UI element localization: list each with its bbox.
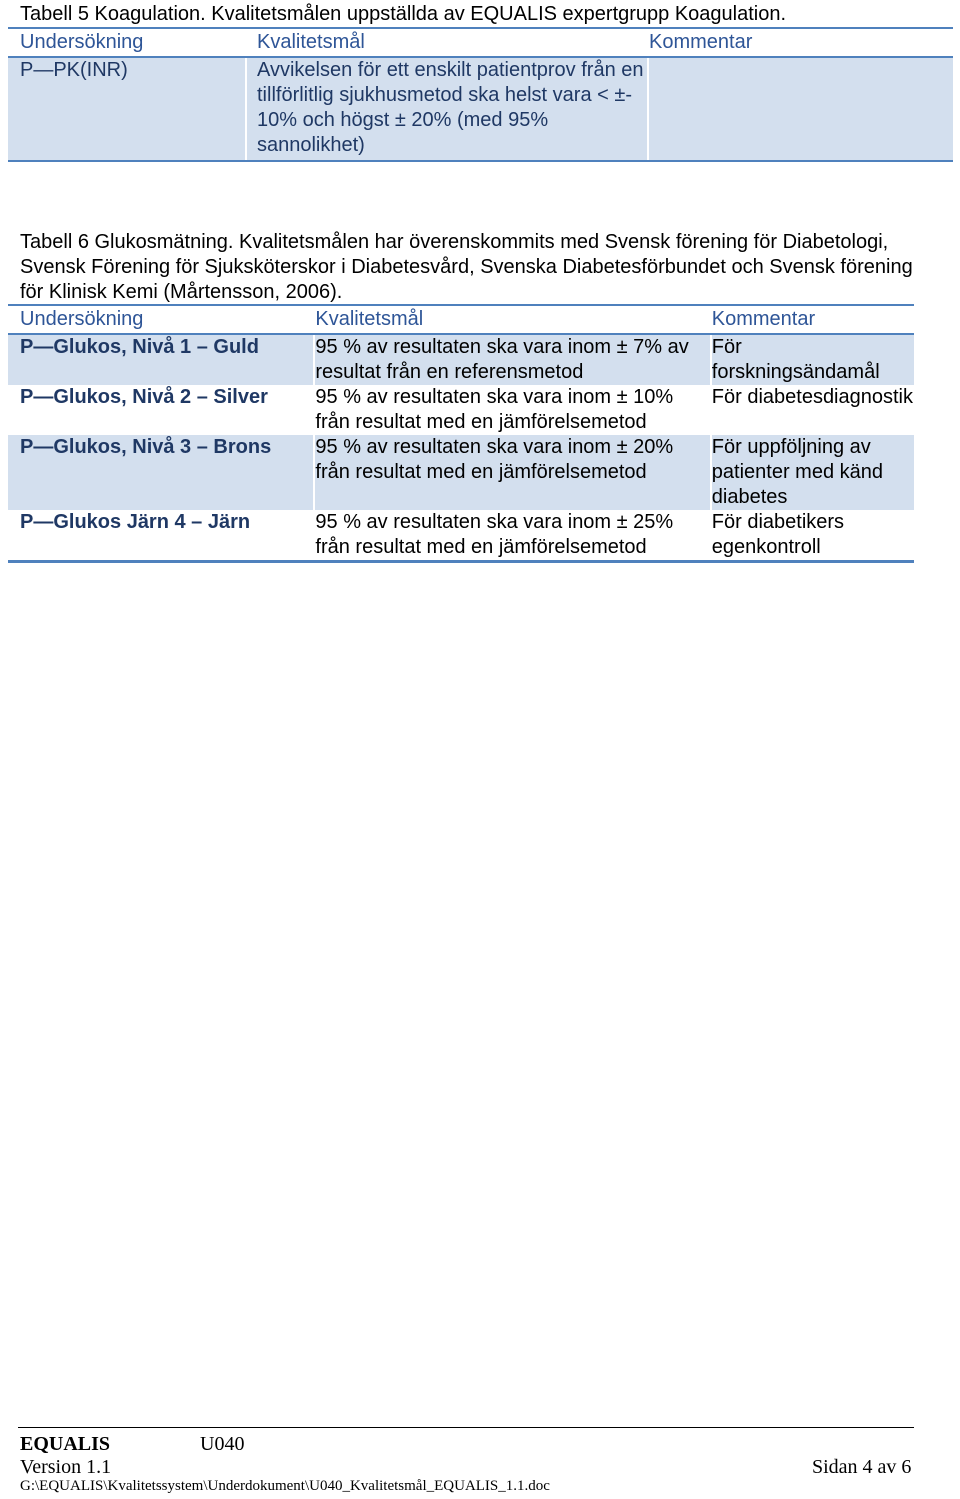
goal-cell: 95 % av resultaten ska vara inom ± 20% från resultat med en jämförelsemetod [315,435,711,510]
footer-doc-code: U040 [200,1433,245,1455]
goal-cell: Avvikelsen för ett enskilt patientprov från en tillförlitlig sjukhusmetod ska helst vara < ±- 10% och högst ± 20% (med 95% sannolikhet) [247,58,649,160]
table6-header-comment: Kommentar [712,306,914,335]
comment-cell [649,58,953,160]
table-row [8,58,953,160]
footer-divider [18,1427,914,1428]
table5-header-goal: Kvalitetsmål [247,29,649,58]
test-cell: P—Glukos, Nivå 2 – Silver [20,386,268,408]
test-cell: P—Glukos, Nivå 3 – Brons [8,435,315,510]
table6-glukos [8,304,914,563]
test-cell: P—PK(INR) [8,58,247,160]
footer-page-number: Sidan 4 av 6 [812,1456,912,1478]
table6-header-test: Undersökning [8,306,315,335]
goal-cell: 95 % av resultaten ska vara inom ± 10% från resultat med en jämförelsemetod [315,386,674,433]
comment-cell: För diabetikers egenkontroll [711,511,845,558]
comment-cell: För diabetesdiagnostik [711,386,913,408]
goal-cell: 95 % av resultaten ska vara inom ± 25% från resultat med en jämförelsemetod [315,511,674,558]
table-row [8,335,914,385]
table5-header-comment: Kommentar [649,29,953,58]
comment-cell: För uppföljning av patienter med känd diabetes [712,435,914,510]
test-cell: P—Glukos, Nivå 1 – Guld [8,335,315,385]
goal-cell: 95 % av resultaten ska vara inom ± 7% av resultat från en referensmetod [315,335,711,385]
table6-header-row [8,306,914,335]
table-row [8,510,914,560]
footer-org: EQUALIS [20,1433,111,1455]
table5-koagulation [8,27,953,162]
table-row [8,435,914,510]
table6-header-goal: Kvalitetsmål [315,306,711,335]
test-cell: P—Glukos Järn 4 – Järn [20,511,251,533]
table5-header-test: Undersökning [8,29,247,58]
footer-version: Version 1.1 [20,1456,112,1478]
table5-caption: Tabell 5 Koagulation. Kvalitetsmålen uppställda av EQUALIS expertgrupp Koagulation. [20,3,787,25]
table5-header-row [8,29,953,58]
table6-caption: Tabell 6 Glukosmätning. Kvalitetsmålen har överenskommits med Svensk förening för Diabetologi, Svensk Förening för Sjuksköterskor i Diabetesvård, Svenska Diabetesförbundet och Svensk förening för Klinisk Kemi (Mårtensson, 2006). [20,231,913,303]
table-row [8,385,914,435]
comment-cell: För forskningsändamål [712,335,914,385]
footer-file-path: G:\EQUALIS\Kvalitetssystem\Underdokument\U040_Kvalitetsmål_EQUALIS_1.1.doc [20,1478,550,1494]
